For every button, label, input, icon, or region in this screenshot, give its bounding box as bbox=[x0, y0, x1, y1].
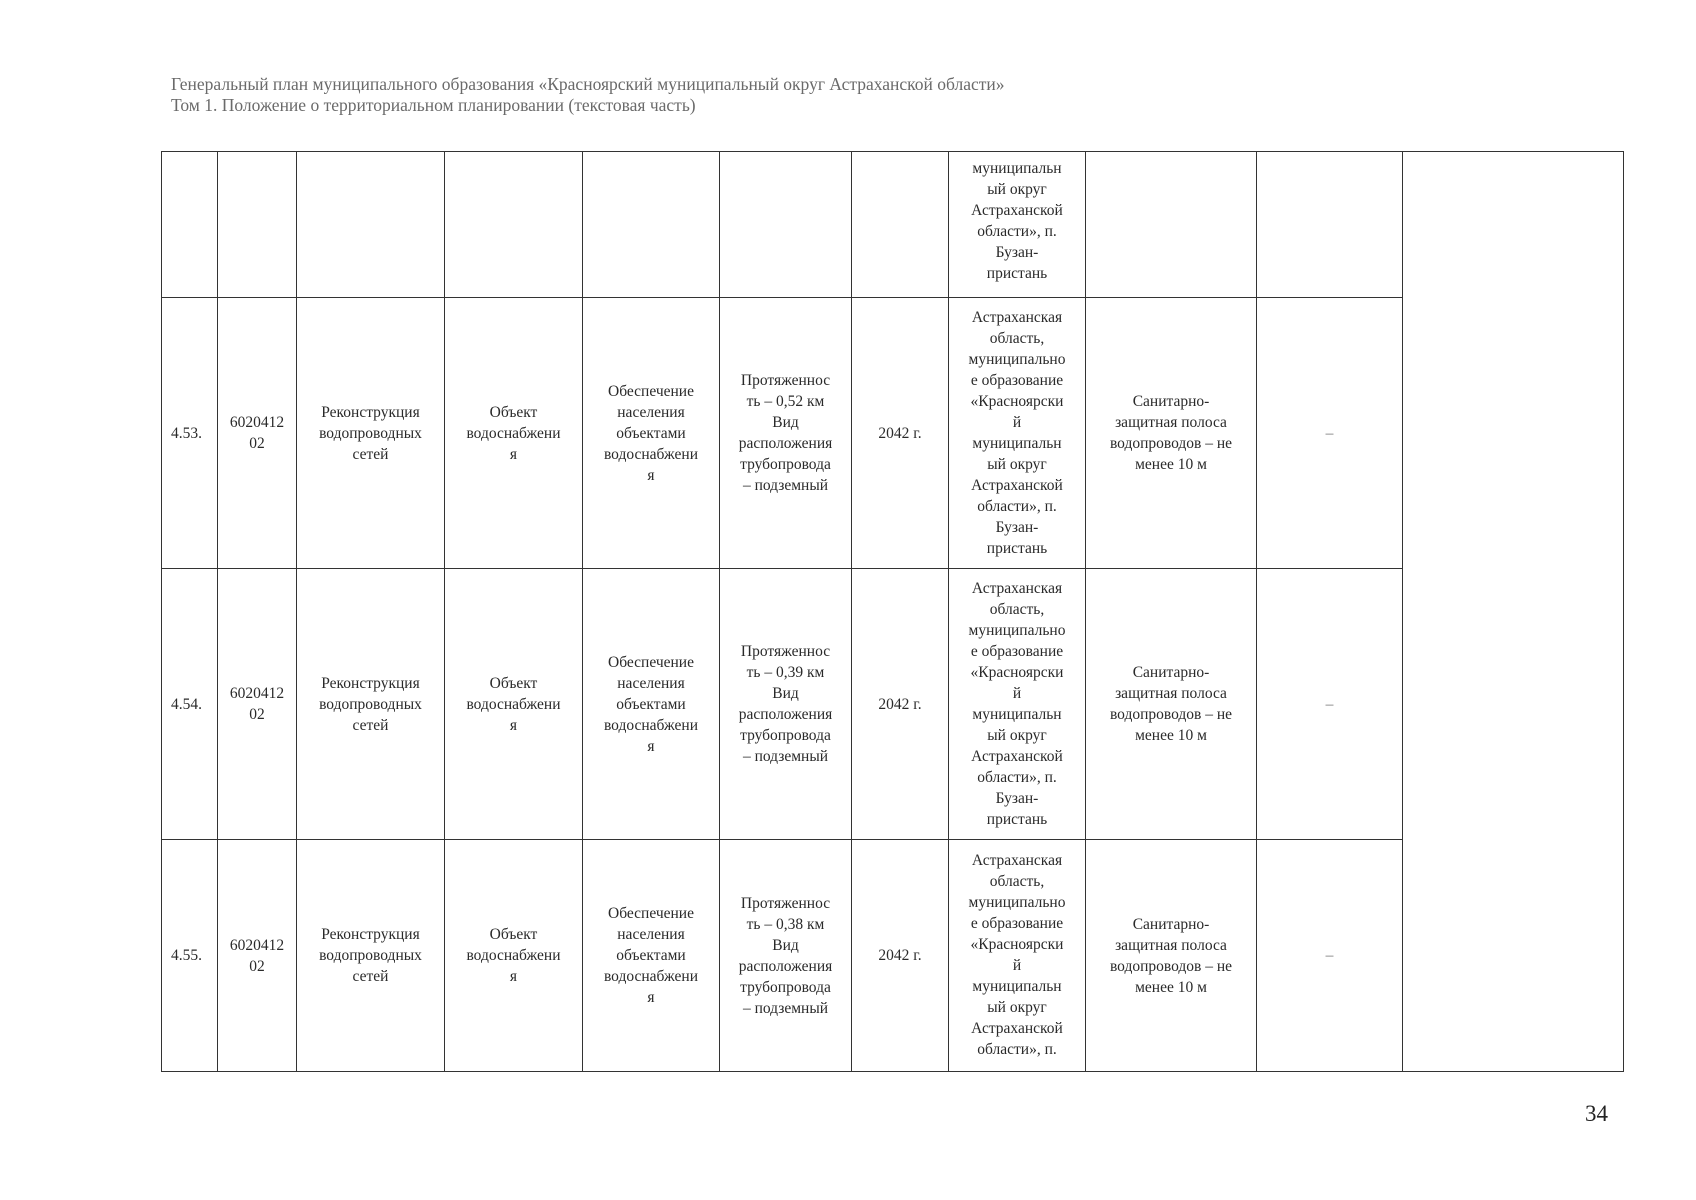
cell-text-line: й bbox=[1012, 957, 1022, 974]
cell-text-line: трубопровода bbox=[740, 727, 831, 744]
cell-text-line: область, bbox=[989, 330, 1045, 347]
cell-num: 4.54. bbox=[162, 569, 218, 840]
cell-purpose bbox=[583, 840, 720, 1072]
cell-text-line: Реконструкция bbox=[321, 403, 420, 421]
cell-text-line: пристань bbox=[986, 265, 1048, 282]
cell-text-line: Реконструкция bbox=[321, 674, 420, 692]
cell-text-line: область, bbox=[989, 601, 1045, 618]
cell-text-line: сетей bbox=[352, 716, 389, 734]
cell-text-line: пристань bbox=[986, 811, 1048, 828]
cell-text-line: – подземный bbox=[742, 999, 829, 1017]
cell-year: 2042 г. bbox=[852, 840, 949, 1072]
cell-text-line: водоснабжени bbox=[466, 424, 561, 442]
cell-code bbox=[218, 152, 297, 298]
cell-text-line: я bbox=[509, 716, 518, 734]
cell-text-line: – подземный bbox=[742, 477, 829, 494]
cell-text-line: Вид bbox=[772, 414, 799, 431]
cell-text-line: Санитарно- bbox=[1132, 664, 1210, 681]
cell-text-line: ть – 0,52 км bbox=[746, 393, 825, 410]
cell-extra: – bbox=[1257, 298, 1403, 569]
cell-text-line: муниципально bbox=[968, 622, 1066, 639]
document-title: Генеральный план муниципального образования «Красноярский муниципальный округ Астраханской области» bbox=[171, 74, 1005, 94]
cell-text-line: ый округ bbox=[987, 999, 1047, 1016]
cell-text-line: Вид bbox=[772, 936, 799, 954]
cell-text-line: е образование bbox=[970, 915, 1064, 932]
cell-location bbox=[949, 298, 1086, 569]
cell-characteristics bbox=[720, 569, 852, 840]
cell-location bbox=[949, 840, 1086, 1072]
cell-text-line: Обеспечение bbox=[608, 382, 694, 400]
cell-text-line: муниципально bbox=[968, 351, 1066, 368]
cell-text-line: муниципальн bbox=[972, 978, 1062, 995]
cell-text-line: водопроводов – не bbox=[1109, 435, 1233, 452]
cell-text-line: области», п. bbox=[977, 1041, 1057, 1058]
cell-extra: – bbox=[1257, 840, 1403, 1072]
cell-text-line: е образование bbox=[970, 372, 1064, 389]
cell-location bbox=[949, 569, 1086, 840]
cell-text-line: ый округ bbox=[987, 456, 1047, 473]
cell-text-line: муниципальн bbox=[972, 435, 1062, 452]
cell-text-line: й bbox=[1012, 414, 1022, 431]
cell-text-line: «Красноярски bbox=[970, 936, 1064, 953]
cell-text-line: водопроводных bbox=[319, 695, 422, 713]
cell-name bbox=[297, 152, 445, 298]
cell-text-line: я bbox=[647, 737, 655, 755]
cell-text-line: Астраханской bbox=[971, 1020, 1063, 1037]
cell-text-line: ый округ bbox=[987, 181, 1047, 198]
cell-text-line: Объект bbox=[489, 926, 538, 943]
cell-text-line: й bbox=[1012, 685, 1022, 702]
cell-text-line: Протяженнос bbox=[740, 643, 831, 660]
cell-text-line: – подземный bbox=[742, 748, 829, 765]
cell-text-line: Вид bbox=[772, 685, 799, 702]
cell-text-line: водоснабжени bbox=[603, 968, 699, 985]
cell-text-line: объектами bbox=[616, 947, 686, 964]
cell-text-line: водоснабжени bbox=[603, 445, 699, 463]
cell-purpose bbox=[583, 298, 720, 569]
cell-text-line: 02 bbox=[249, 706, 265, 723]
cell-text-line: водопроводов – не bbox=[1109, 706, 1233, 723]
cell-text-line: Бузан- bbox=[995, 519, 1039, 536]
cell-text-line: 02 bbox=[249, 435, 265, 452]
cell-text-line: я bbox=[647, 989, 655, 1006]
cell-text-line: Санитарно- bbox=[1132, 393, 1210, 410]
cell-text-line: е образование bbox=[970, 643, 1064, 660]
cell-text-line: сетей bbox=[352, 445, 389, 463]
cell-text-line: Обеспечение bbox=[608, 905, 694, 922]
cell-text-line: Протяженнос bbox=[740, 372, 831, 389]
page-number: 34 bbox=[1585, 1101, 1608, 1126]
cell-name bbox=[297, 569, 445, 840]
cell-text-line: я bbox=[647, 466, 655, 484]
cell-text-line: ый округ bbox=[987, 727, 1047, 744]
cell-zone bbox=[1086, 152, 1257, 298]
cell-text-line: Обеспечение bbox=[608, 653, 694, 671]
cell-year bbox=[852, 152, 949, 298]
cell-text-line: области», п. bbox=[977, 498, 1057, 515]
cell-text-line: защитная полоса bbox=[1115, 414, 1227, 431]
cell-text-line: муниципально bbox=[968, 894, 1066, 911]
cell-text-line: Санитарно- bbox=[1132, 915, 1210, 933]
cell-text-line: Протяженнос bbox=[740, 894, 831, 912]
cell-text-line: трубопровода bbox=[740, 978, 831, 996]
cell-text-line: расположения bbox=[738, 706, 833, 723]
cell-characteristics bbox=[720, 840, 852, 1072]
cell-text-line: объектами bbox=[616, 424, 686, 442]
cell-text-line: Объект bbox=[489, 674, 538, 692]
cell-characteristics bbox=[720, 152, 852, 298]
document-header bbox=[171, 74, 1005, 116]
document-volume: Том 1. Положение о территориальном планировании (текстовая часть) bbox=[171, 95, 696, 115]
cell-text-line: объектами bbox=[616, 695, 686, 713]
cell-text-line: менее 10 м bbox=[1135, 978, 1207, 996]
cell-text-line: водопроводных bbox=[319, 424, 422, 442]
cell-text-line: 6020412 bbox=[229, 414, 285, 431]
cell-text-line: «Красноярски bbox=[970, 664, 1064, 681]
cell-extra: – bbox=[1257, 569, 1403, 840]
cell-text-line: Астраханская bbox=[971, 852, 1063, 869]
cell-text-line: менее 10 м bbox=[1135, 727, 1207, 744]
cell-text-line: Астраханская bbox=[971, 309, 1063, 326]
cell-text-line: Бузан- bbox=[995, 790, 1039, 807]
table-row bbox=[162, 152, 1624, 298]
cell-text-line: Астраханской bbox=[971, 748, 1063, 765]
cell-zone bbox=[1086, 840, 1257, 1072]
cell-text-line: ть – 0,39 км bbox=[746, 664, 825, 681]
cell-text-line: Реконструкция bbox=[321, 926, 420, 943]
cell-text-line: область, bbox=[989, 873, 1045, 890]
cell-text-line: Астраханская bbox=[971, 580, 1063, 597]
cell-text-line: расположения bbox=[738, 435, 833, 452]
cell-location bbox=[949, 152, 1086, 298]
cell-text-line: «Красноярски bbox=[970, 393, 1064, 410]
cell-text-line: водопроводов – не bbox=[1109, 957, 1233, 975]
cell-text-line: трубопровода bbox=[740, 456, 831, 473]
cell-text-line: водоснабжени bbox=[466, 947, 561, 964]
cell-text-line: населения bbox=[617, 926, 685, 943]
cell-text-line: сетей bbox=[352, 968, 389, 985]
cell-num: 4.55. bbox=[162, 840, 218, 1072]
cell-code bbox=[218, 840, 297, 1072]
cell-zone bbox=[1086, 569, 1257, 840]
cell-text-line: области», п. bbox=[977, 223, 1057, 240]
cell-text-line: расположения bbox=[738, 957, 833, 975]
cell-num bbox=[162, 152, 218, 298]
cell-text-line: Астраханской bbox=[971, 477, 1063, 494]
cell-year: 2042 г. bbox=[852, 569, 949, 840]
cell-type bbox=[445, 840, 583, 1072]
cell-text-line: населения bbox=[617, 403, 685, 421]
cell-text-line: водопроводных bbox=[319, 947, 422, 964]
cell-name bbox=[297, 840, 445, 1072]
cell-text-line: населения bbox=[617, 674, 685, 692]
cell-text-line: защитная полоса bbox=[1115, 685, 1227, 702]
cell-code bbox=[218, 298, 297, 569]
cell-type bbox=[445, 152, 583, 298]
cell-text-line: я bbox=[509, 968, 518, 985]
cell-text-line: Бузан- bbox=[995, 244, 1039, 261]
cell-type bbox=[445, 569, 583, 840]
cell-zone bbox=[1086, 298, 1257, 569]
cell-year: 2042 г. bbox=[852, 298, 949, 569]
cell-text-line: ть – 0,38 км bbox=[746, 915, 825, 933]
cell-code bbox=[218, 569, 297, 840]
cell-text-line: Астраханской bbox=[971, 202, 1063, 219]
cell-name bbox=[297, 298, 445, 569]
cell-characteristics bbox=[720, 298, 852, 569]
cell-text-line: 6020412 bbox=[229, 936, 285, 954]
cell-type bbox=[445, 298, 583, 569]
cell-text-line: Объект bbox=[489, 403, 538, 421]
cell-text-line: 02 bbox=[249, 957, 265, 975]
cell-text-line: защитная полоса bbox=[1115, 936, 1227, 954]
cell-text-line: водоснабжени bbox=[466, 695, 561, 713]
cell-text-line: муниципальн bbox=[972, 160, 1062, 177]
cell-purpose bbox=[583, 569, 720, 840]
cell-text-line: муниципальн bbox=[972, 706, 1062, 723]
cell-text-line: менее 10 м bbox=[1135, 456, 1207, 473]
cell-num: 4.53. bbox=[162, 298, 218, 569]
objects-table bbox=[161, 151, 1624, 1072]
cell-blank-column bbox=[1403, 152, 1624, 1072]
cell-text-line: пристань bbox=[986, 540, 1048, 557]
cell-purpose bbox=[583, 152, 720, 298]
cell-text-line: водоснабжени bbox=[603, 716, 699, 734]
cell-text-line: 6020412 bbox=[229, 685, 285, 702]
cell-text-line: области», п. bbox=[977, 769, 1057, 786]
cell-extra bbox=[1257, 152, 1403, 298]
cell-text-line: я bbox=[509, 445, 518, 463]
